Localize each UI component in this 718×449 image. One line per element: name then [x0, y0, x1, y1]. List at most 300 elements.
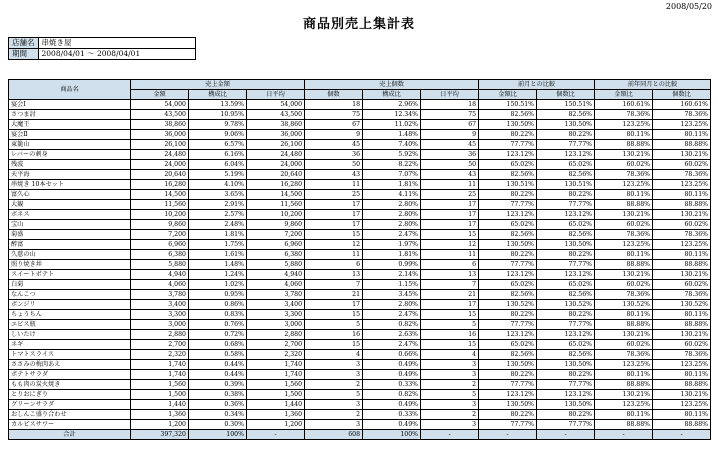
value-cell: 130.21%: [595, 270, 653, 280]
value-cell: 0.83%: [189, 310, 247, 320]
value-cell: 77.77%: [537, 420, 595, 430]
value-cell: 80.11%: [653, 410, 711, 420]
value-cell: 1,200: [247, 420, 305, 430]
value-cell: 11: [305, 180, 363, 190]
value-cell: 88.88%: [653, 200, 711, 210]
store-label: 店舗名: [9, 38, 39, 49]
product-name-cell: レバーの刺身: [9, 150, 131, 160]
value-cell: 50: [305, 160, 363, 170]
value-cell: 43: [421, 170, 479, 180]
value-cell: 0.86%: [189, 300, 247, 310]
table-row: [9, 280, 711, 290]
value-cell: 3.65%: [189, 190, 247, 200]
value-cell: 2.63%: [363, 330, 421, 340]
header-prev-year: 前年同月との比較: [595, 80, 711, 90]
product-name-cell: カルピスサワー: [9, 420, 131, 430]
value-cell: 75: [305, 110, 363, 120]
total-cell: 608: [305, 430, 363, 440]
product-name-cell: エビス瓶: [9, 320, 131, 330]
value-cell: 0.72%: [189, 330, 247, 340]
value-cell: 17: [305, 210, 363, 220]
value-cell: 5.92%: [363, 150, 421, 160]
value-cell: 130.50%: [479, 360, 537, 370]
value-cell: 17: [421, 220, 479, 230]
value-cell: 9: [421, 130, 479, 140]
value-cell: 123.25%: [653, 400, 711, 410]
value-cell: 82.56%: [479, 230, 537, 240]
product-name-cell: 残波: [9, 160, 131, 170]
value-cell: 123.25%: [653, 240, 711, 250]
table-row: [9, 410, 711, 420]
value-cell: 60.02%: [595, 160, 653, 170]
value-cell: 1.75%: [189, 240, 247, 250]
value-cell: 130.21%: [653, 330, 711, 340]
value-cell: 82.56%: [537, 110, 595, 120]
value-cell: 16,280: [247, 180, 305, 190]
table-row: [9, 290, 711, 300]
value-cell: 21: [305, 290, 363, 300]
value-cell: 36,000: [131, 130, 189, 140]
value-cell: 3,300: [247, 310, 305, 320]
value-cell: 80.11%: [595, 310, 653, 320]
value-cell: 43: [305, 170, 363, 180]
value-cell: 1.48%: [189, 260, 247, 270]
value-cell: 65.02%: [479, 220, 537, 230]
value-cell: 4.10%: [189, 180, 247, 190]
product-name-cell: ちょうちん: [9, 310, 131, 320]
table-row: [9, 130, 711, 140]
sales-summary-table: [8, 79, 711, 440]
value-cell: 1,360: [247, 410, 305, 420]
table-row: [9, 210, 711, 220]
value-cell: 4,060: [131, 280, 189, 290]
header-prev-month: 前月との比較: [479, 80, 595, 90]
table-row: [9, 370, 711, 380]
value-cell: 75: [421, 110, 479, 120]
value-cell: 0.66%: [363, 350, 421, 360]
table-row: [9, 360, 711, 370]
value-cell: 0.68%: [189, 340, 247, 350]
value-cell: 2.57%: [189, 210, 247, 220]
value-cell: 123.12%: [537, 270, 595, 280]
product-name-cell: ボネス: [9, 210, 131, 220]
value-cell: 130.50%: [479, 400, 537, 410]
value-cell: 25: [305, 190, 363, 200]
value-cell: 4,940: [131, 270, 189, 280]
product-name-cell: 串焼き 10本セット: [9, 180, 131, 190]
value-cell: 0.99%: [363, 260, 421, 270]
value-cell: 3: [421, 400, 479, 410]
header-sub: 個数: [305, 90, 363, 100]
value-cell: 65.02%: [479, 280, 537, 290]
header-group-row: [9, 80, 711, 90]
value-cell: 6.16%: [189, 150, 247, 160]
value-cell: 14,500: [247, 190, 305, 200]
table-row: [9, 240, 711, 250]
value-cell: 7.40%: [363, 140, 421, 150]
value-cell: 43,500: [131, 110, 189, 120]
report-info-table: [8, 37, 196, 60]
value-cell: 65.02%: [537, 220, 595, 230]
total-label: 合計: [9, 430, 131, 440]
value-cell: 15: [421, 310, 479, 320]
value-cell: 0.49%: [363, 420, 421, 430]
value-cell: 88.88%: [595, 380, 653, 390]
value-cell: 17: [421, 300, 479, 310]
table-row: [9, 150, 711, 160]
value-cell: 17: [305, 220, 363, 230]
value-cell: 123.12%: [537, 390, 595, 400]
value-cell: 3: [305, 420, 363, 430]
value-cell: 3,780: [131, 290, 189, 300]
value-cell: 5: [305, 320, 363, 330]
value-cell: 5: [305, 390, 363, 400]
value-cell: 6.04%: [189, 160, 247, 170]
value-cell: 130.21%: [653, 390, 711, 400]
value-cell: 80.11%: [653, 310, 711, 320]
value-cell: 13.59%: [189, 100, 247, 110]
value-cell: 0.76%: [189, 320, 247, 330]
value-cell: 15: [421, 340, 479, 350]
value-cell: 80.11%: [653, 370, 711, 380]
value-cell: 1,560: [131, 380, 189, 390]
value-cell: 2.14%: [363, 270, 421, 280]
value-cell: 12: [305, 240, 363, 250]
value-cell: 82.56%: [479, 170, 537, 180]
product-name-cell: 宝山: [9, 220, 131, 230]
value-cell: 25: [421, 190, 479, 200]
value-cell: 3: [421, 370, 479, 380]
value-cell: 54,000: [247, 100, 305, 110]
value-cell: 130.21%: [595, 150, 653, 160]
value-cell: 130.21%: [653, 270, 711, 280]
value-cell: 82.56%: [479, 110, 537, 120]
value-cell: 0.38%: [189, 390, 247, 400]
value-cell: 80.22%: [537, 130, 595, 140]
value-cell: 77.77%: [537, 140, 595, 150]
value-cell: 17: [305, 200, 363, 210]
value-cell: 130.21%: [595, 390, 653, 400]
table-row: [9, 350, 711, 360]
total-cell: 100%: [363, 430, 421, 440]
value-cell: 80.22%: [479, 250, 537, 260]
value-cell: 38,860: [247, 120, 305, 130]
value-cell: 150.51%: [479, 100, 537, 110]
table-row: [9, 120, 711, 130]
value-cell: 6: [421, 260, 479, 270]
store-value: 串焼き屋: [38, 38, 195, 49]
value-cell: 80.11%: [595, 370, 653, 380]
report-date: 2008/05/20: [665, 2, 712, 11]
product-name-cell: 富久心: [9, 190, 131, 200]
value-cell: 5: [421, 390, 479, 400]
value-cell: 26,100: [131, 140, 189, 150]
value-cell: 9.06%: [189, 130, 247, 140]
value-cell: 80.22%: [479, 310, 537, 320]
value-cell: 17: [305, 300, 363, 310]
value-cell: 13: [421, 270, 479, 280]
table-row: [9, 200, 711, 210]
table-row: [9, 160, 711, 170]
header-sub: 日平均: [247, 90, 305, 100]
value-cell: 77.77%: [537, 380, 595, 390]
table-row: [9, 300, 711, 310]
value-cell: 15: [305, 340, 363, 350]
value-cell: 77.77%: [479, 420, 537, 430]
value-cell: 1.81%: [363, 250, 421, 260]
value-cell: 123.12%: [479, 210, 537, 220]
value-cell: 2,320: [131, 350, 189, 360]
value-cell: 0.44%: [189, 370, 247, 380]
value-cell: 123.25%: [595, 120, 653, 130]
value-cell: 82.56%: [537, 290, 595, 300]
value-cell: 77.77%: [479, 260, 537, 270]
value-cell: 9.78%: [189, 120, 247, 130]
value-cell: 60.02%: [653, 220, 711, 230]
value-cell: 17: [421, 210, 479, 220]
value-cell: 123.12%: [537, 210, 595, 220]
value-cell: 130.51%: [479, 180, 537, 190]
value-cell: 3,000: [131, 320, 189, 330]
table-row: [9, 320, 711, 330]
table-row: [9, 420, 711, 430]
value-cell: 36: [421, 150, 479, 160]
value-cell: 77.77%: [479, 320, 537, 330]
value-cell: 123.12%: [479, 390, 537, 400]
value-cell: 1.02%: [189, 280, 247, 290]
header-product: 商品名: [9, 80, 131, 100]
value-cell: 80.11%: [595, 190, 653, 200]
product-name-cell: 宴会Ⅰ: [9, 100, 131, 110]
value-cell: 3,400: [247, 300, 305, 310]
value-cell: 6: [305, 260, 363, 270]
product-name-cell: 白菊: [9, 280, 131, 290]
value-cell: 123.12%: [537, 330, 595, 340]
total-cell: -: [595, 430, 653, 440]
total-cell: 100%: [189, 430, 247, 440]
value-cell: 82.56%: [479, 290, 537, 300]
value-cell: 77.77%: [537, 260, 595, 270]
value-cell: 0.58%: [189, 350, 247, 360]
value-cell: 1,740: [131, 370, 189, 380]
value-cell: 3,300: [131, 310, 189, 320]
value-cell: 82.56%: [537, 350, 595, 360]
value-cell: 88.88%: [653, 420, 711, 430]
product-name-cell: ボンジリ: [9, 300, 131, 310]
period-label: 期間: [9, 49, 39, 60]
value-cell: 78.36%: [595, 290, 653, 300]
value-cell: 12: [421, 240, 479, 250]
value-cell: 3: [305, 400, 363, 410]
table-body: [9, 100, 711, 430]
header-sub: 個数比: [537, 90, 595, 100]
value-cell: 1.48%: [363, 130, 421, 140]
value-cell: 2,700: [131, 340, 189, 350]
product-name-cell: 大観: [9, 200, 131, 210]
total-cell: 397,320: [131, 430, 189, 440]
value-cell: 67: [305, 120, 363, 130]
value-cell: 78.36%: [653, 290, 711, 300]
value-cell: 65.02%: [479, 340, 537, 350]
header-sub: 構成比: [363, 90, 421, 100]
product-name-cell: 照り焼き丼: [9, 260, 131, 270]
value-cell: 2.47%: [363, 340, 421, 350]
value-cell: 60.02%: [653, 160, 711, 170]
value-cell: 11.02%: [363, 120, 421, 130]
value-cell: 130.50%: [537, 400, 595, 410]
table-row: [9, 170, 711, 180]
value-cell: 130.50%: [479, 120, 537, 130]
value-cell: 123.25%: [595, 180, 653, 190]
value-cell: 88.88%: [653, 260, 711, 270]
product-name-cell: 醉富: [9, 240, 131, 250]
value-cell: 123.12%: [479, 270, 537, 280]
value-cell: 123.25%: [653, 360, 711, 370]
value-cell: 9: [305, 130, 363, 140]
value-cell: 7: [421, 280, 479, 290]
value-cell: 80.22%: [479, 190, 537, 200]
value-cell: 2: [421, 380, 479, 390]
value-cell: 45: [305, 140, 363, 150]
value-cell: 80.11%: [595, 250, 653, 260]
table-row: [9, 330, 711, 340]
value-cell: 80.22%: [537, 250, 595, 260]
value-cell: 80.11%: [653, 130, 711, 140]
value-cell: 3,400: [131, 300, 189, 310]
table-row: [9, 220, 711, 230]
value-cell: 0.49%: [363, 360, 421, 370]
value-cell: 36: [305, 150, 363, 160]
value-cell: 123.25%: [595, 240, 653, 250]
value-cell: 11: [421, 180, 479, 190]
value-cell: 16: [305, 330, 363, 340]
value-cell: 5,880: [131, 260, 189, 270]
header-sub: 金額比: [595, 90, 653, 100]
value-cell: 16: [421, 330, 479, 340]
value-cell: 2,320: [247, 350, 305, 360]
value-cell: 2: [421, 410, 479, 420]
value-cell: 82.56%: [537, 170, 595, 180]
value-cell: 0.30%: [189, 420, 247, 430]
total-cell: -: [479, 430, 537, 440]
value-cell: 0.95%: [189, 290, 247, 300]
value-cell: 1,740: [247, 360, 305, 370]
value-cell: 6,380: [247, 250, 305, 260]
product-name-cell: 菊盛: [9, 230, 131, 240]
value-cell: 2.80%: [363, 220, 421, 230]
value-cell: 1.97%: [363, 240, 421, 250]
value-cell: 123.25%: [653, 180, 711, 190]
table-row: [9, 250, 711, 260]
value-cell: 130.21%: [653, 210, 711, 220]
value-cell: 24,480: [131, 150, 189, 160]
value-cell: 80.11%: [595, 130, 653, 140]
value-cell: 130.50%: [537, 360, 595, 370]
value-cell: 130.52%: [479, 300, 537, 310]
value-cell: 7.07%: [363, 170, 421, 180]
value-cell: 1,560: [247, 380, 305, 390]
table-row: [9, 230, 711, 240]
product-name-cell: ささみの梅肉あえ: [9, 360, 131, 370]
value-cell: 130.21%: [595, 210, 653, 220]
product-name-cell: グリーンサラダ: [9, 400, 131, 410]
total-cell: -: [537, 430, 595, 440]
value-cell: 88.88%: [595, 260, 653, 270]
value-cell: 1.24%: [189, 270, 247, 280]
value-cell: 150.51%: [537, 100, 595, 110]
value-cell: 130.51%: [537, 180, 595, 190]
value-cell: 130.52%: [653, 300, 711, 310]
table-row: [9, 340, 711, 350]
value-cell: 54,000: [131, 100, 189, 110]
value-cell: 80.22%: [537, 370, 595, 380]
value-cell: 77.77%: [479, 200, 537, 210]
product-name-cell: 大魔王: [9, 120, 131, 130]
value-cell: 2.80%: [363, 210, 421, 220]
product-name-cell: なんこつ: [9, 290, 131, 300]
value-cell: 2: [305, 410, 363, 420]
product-name-cell: スイートポテト: [9, 270, 131, 280]
value-cell: 0.82%: [363, 320, 421, 330]
value-cell: 4,060: [247, 280, 305, 290]
value-cell: 15: [421, 230, 479, 240]
table-row: [9, 310, 711, 320]
value-cell: 60.02%: [653, 280, 711, 290]
value-cell: 0.49%: [363, 400, 421, 410]
value-cell: 60.02%: [653, 340, 711, 350]
product-name-cell: しいたけ: [9, 330, 131, 340]
value-cell: 3: [421, 360, 479, 370]
value-cell: 1,740: [247, 370, 305, 380]
value-cell: 78.36%: [653, 110, 711, 120]
value-cell: 6,380: [131, 250, 189, 260]
value-cell: 2.47%: [363, 230, 421, 240]
value-cell: 14,500: [131, 190, 189, 200]
value-cell: 9,860: [247, 220, 305, 230]
product-name-cell: ポテトサラダ: [9, 370, 131, 380]
total-cell: -: [653, 430, 711, 440]
value-cell: 82.56%: [479, 350, 537, 360]
total-cell: -: [421, 430, 479, 440]
value-cell: 78.36%: [595, 350, 653, 360]
product-name-cell: 宴会Ⅱ: [9, 130, 131, 140]
value-cell: 130.52%: [595, 300, 653, 310]
value-cell: 2.80%: [363, 300, 421, 310]
value-cell: 13: [305, 270, 363, 280]
value-cell: 80.22%: [537, 190, 595, 200]
value-cell: 26,100: [247, 140, 305, 150]
table-row: [9, 380, 711, 390]
value-cell: 2,700: [247, 340, 305, 350]
info-row-store: [9, 38, 196, 49]
value-cell: 2.48%: [189, 220, 247, 230]
value-cell: 11,560: [247, 200, 305, 210]
value-cell: 123.12%: [479, 330, 537, 340]
table-row: [9, 110, 711, 120]
value-cell: 36,000: [247, 130, 305, 140]
value-cell: 130.50%: [537, 240, 595, 250]
value-cell: 67: [421, 120, 479, 130]
total-cell: -: [247, 430, 305, 440]
value-cell: 80.11%: [595, 410, 653, 420]
value-cell: 3: [305, 360, 363, 370]
value-cell: 1,440: [247, 400, 305, 410]
page-title: 商品別売上集計表: [302, 17, 415, 32]
product-name-cell: おしんこ盛り合わせ: [9, 410, 131, 420]
table-row: [9, 190, 711, 200]
value-cell: 78.36%: [595, 110, 653, 120]
value-cell: 4,940: [247, 270, 305, 280]
